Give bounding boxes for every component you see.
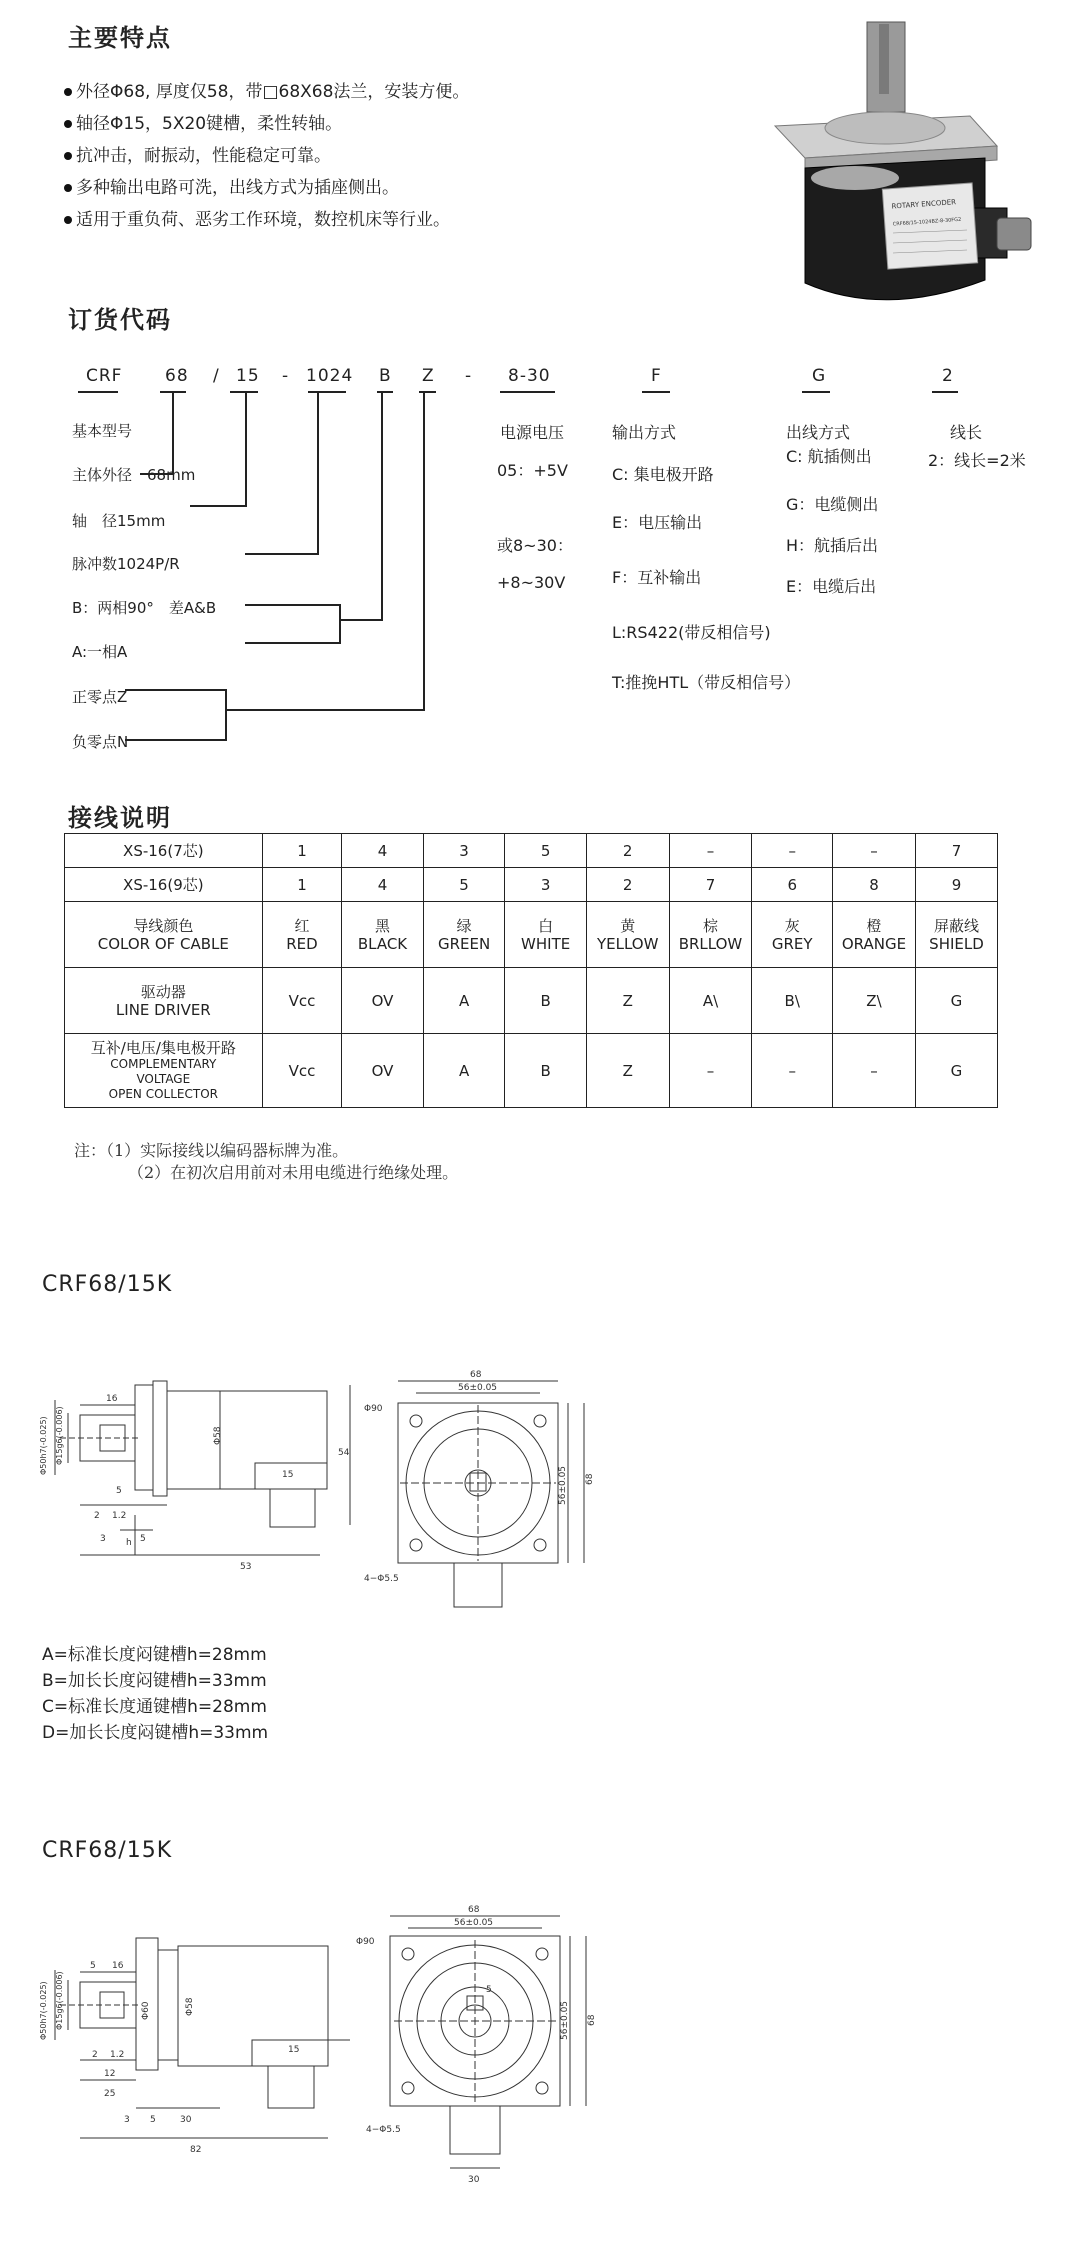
table-cell: 红 RED <box>262 902 342 968</box>
dim-label: Φ50h7(-0.025) <box>39 1981 48 2040</box>
drawing1-svg <box>20 1355 610 1625</box>
output-option: T:推挽HTL（带反相信号） <box>612 673 801 692</box>
drawing2-svg <box>20 1900 610 2220</box>
dim-label: 1.2 <box>110 2050 125 2060</box>
exit-option: G：电缆侧出 <box>786 495 879 514</box>
table-cell: OV <box>342 968 423 1034</box>
ordering-title: 订货代码 <box>68 306 172 334</box>
table-cell: 5 <box>423 868 505 902</box>
table-row <box>65 868 998 902</box>
row-label-line: OPEN COLLECTOR <box>108 1087 218 1101</box>
row-label-line: LINE DRIVER <box>115 1000 211 1019</box>
row-label-line: COLOR OF CABLE <box>97 934 229 953</box>
table-cell: Z <box>586 968 669 1034</box>
table-cell: 3 <box>505 868 586 902</box>
table-cell: – <box>752 834 833 868</box>
table-row <box>65 902 998 968</box>
label-zero-positive: 正零点Z <box>72 688 128 706</box>
table-cell: B <box>505 968 586 1034</box>
dim-label: 4−Φ5.5 <box>366 2125 401 2135</box>
dim-label: Φ90 <box>356 1937 375 1947</box>
feature-item: 轴径Φ15，5X20键槽，柔性转轴。 <box>64 108 469 140</box>
table-cell: 7 <box>669 868 752 902</box>
label-pulses: 脉冲数1024P/R <box>72 555 180 573</box>
product-label-brand: ROTARY ENCODER <box>891 198 957 211</box>
dim-label: 5 <box>150 2115 156 2125</box>
table-cell: 9 <box>915 868 997 902</box>
row-label <box>65 902 263 968</box>
table-cell: 6 <box>752 868 833 902</box>
dim-label: 56±0.05 <box>454 1918 494 1928</box>
code-part-voltage: 8-30 <box>508 366 551 386</box>
cable-option: 2：线长=2米 <box>928 451 1026 470</box>
code-part-slash: / <box>213 366 220 386</box>
key-option: D=加长长度闷键槽h=33mm <box>42 1723 269 1743</box>
dim-label: 30 <box>180 2115 192 2125</box>
table-cell: 2 <box>586 868 669 902</box>
code-part-diameter: 68 <box>165 366 189 386</box>
table-cell: A\ <box>669 968 752 1034</box>
row-label <box>65 1034 263 1108</box>
label-base-model: 基本型号 <box>72 422 133 440</box>
label-phase-a: A:一相A <box>72 643 128 661</box>
table-cell: 黄 YELLOW <box>586 902 669 968</box>
table-cell: 1 <box>262 868 342 902</box>
table-cell: 7 <box>915 834 997 868</box>
code-part-dash: - <box>282 366 290 386</box>
wiring-table <box>64 833 998 1108</box>
table-cell: B <box>505 1034 586 1108</box>
table-cell: – <box>832 1034 915 1108</box>
exit-option: C: 航插侧出 <box>786 447 872 466</box>
code-part-cable: 2 <box>942 366 954 386</box>
dim-label: 5 <box>486 1985 492 1995</box>
dim-label: 3 <box>100 1534 106 1544</box>
table-cell: 白 WHITE <box>505 902 586 968</box>
power-option: 05：+5V <box>497 461 568 480</box>
dim-label: 15 <box>282 1470 294 1480</box>
power-title: 电源电压 <box>500 423 565 442</box>
dim-label: Φ50h7(-0.025) <box>39 1416 48 1475</box>
row-label-line: 互补/电压/集电极开路 <box>90 1039 236 1057</box>
exit-option: H：航插后出 <box>786 536 879 555</box>
code-part-phase: B <box>379 366 392 386</box>
table-cell: G <box>915 968 997 1034</box>
table-row <box>65 968 998 1034</box>
dim-label: 2 <box>92 2050 98 2060</box>
exit-title: 出线方式 <box>786 423 851 442</box>
code-part-pulses: 1024 <box>306 366 354 386</box>
drawing1-keys <box>42 1642 268 1746</box>
table-cell: – <box>832 834 915 868</box>
power-option: +8~30V <box>497 573 566 592</box>
table-cell: – <box>669 834 752 868</box>
code-part-crf: CRF <box>86 366 123 386</box>
row-label-line: XS-16(9芯) <box>123 875 204 894</box>
table-cell: 4 <box>342 868 423 902</box>
dim-label: 4−Φ5.5 <box>364 1574 399 1584</box>
feature-item: 适用于重负荷、恶劣工作环境，数控机床等行业。 <box>64 204 469 236</box>
code-part-zero: Z <box>422 366 435 386</box>
output-title: 输出方式 <box>612 423 677 442</box>
code-part-exit: G <box>812 366 827 386</box>
drawing1-title: CRF68/15K <box>42 1272 173 1297</box>
encoder-product-image <box>735 18 1035 318</box>
wiring-title: 接线说明 <box>68 804 172 832</box>
dim-label: 5 <box>90 1961 96 1971</box>
row-label-line: 驱动器 <box>140 982 186 1001</box>
code-part-dash: - <box>465 366 473 386</box>
dim-label: 1.2 <box>112 1511 127 1521</box>
table-cell: Z <box>586 1034 669 1108</box>
exit-option: E：电缆后出 <box>786 577 877 596</box>
drawing2-title: CRF68/15K <box>42 1838 173 1863</box>
cable-title: 线长 <box>950 423 983 442</box>
code-part-shaft: 15 <box>236 366 260 386</box>
bullet-icon <box>64 184 72 192</box>
table-cell: Vcc <box>262 968 342 1034</box>
table-cell: 黑 BLACK <box>342 902 423 968</box>
bullet-icon <box>64 152 72 160</box>
table-cell: A <box>423 1034 505 1108</box>
table-cell: 橙 ORANGE <box>832 902 915 968</box>
table-cell: G <box>915 1034 997 1108</box>
table-cell: – <box>752 1034 833 1108</box>
table-cell: 2 <box>586 834 669 868</box>
dim-label: Φ15g6(-0.006) <box>55 1406 64 1465</box>
dim-label: 82 <box>190 2145 202 2155</box>
table-cell: OV <box>342 1034 423 1108</box>
power-option: 或8~30： <box>497 536 573 555</box>
code-part-output: F <box>651 366 662 386</box>
dim-label: Φ58 <box>185 1997 195 2016</box>
row-label <box>65 834 263 868</box>
dim-label: Φ58 <box>213 1426 223 1445</box>
row-label-line: COMPLEMENTARY <box>110 1057 217 1071</box>
label-phase-b: B：两相90° 差A&B <box>72 599 217 617</box>
dim-label: 15 <box>288 2045 300 2055</box>
row-label-line: 导线颜色 <box>133 916 194 935</box>
dim-label: 3 <box>124 2115 130 2125</box>
output-option: E：电压输出 <box>612 513 703 532</box>
table-cell: – <box>669 1034 752 1108</box>
features-title: 主要特点 <box>68 24 172 52</box>
dim-label: 2 <box>94 1511 100 1521</box>
bullet-icon <box>64 120 72 128</box>
table-cell: 绿 GREEN <box>423 902 505 968</box>
feature-item: 多种输出电路可洗，出线方式为插座侧出。 <box>64 172 469 204</box>
dim-label: 68 <box>585 1473 595 1485</box>
dim-label: Φ90 <box>364 1404 383 1414</box>
table-cell: 棕 BRLLOW <box>669 902 752 968</box>
product-label-model: CRF68/15-1024BZ-8-30FG2 <box>892 216 962 228</box>
key-option: B=加长长度闷键槽h=33mm <box>42 1671 267 1691</box>
table-cell: A <box>423 968 505 1034</box>
dim-label: 5 <box>140 1534 146 1544</box>
dim-label: 12 <box>104 2069 116 2079</box>
table-cell: 1 <box>262 834 342 868</box>
dim-label: Φ60 <box>141 2001 151 2020</box>
wiring-note-2: （2）在初次启用前对未用电缆进行绝缘处理。 <box>128 1163 459 1182</box>
dim-label: 53 <box>240 1562 252 1572</box>
key-option: C=标准长度通键槽h=28mm <box>42 1697 267 1717</box>
label-body-diameter: 主体外径 68mm <box>72 466 196 484</box>
dim-label: 68 <box>587 2014 597 2026</box>
key-option: A=标准长度闷键槽h=28mm <box>42 1645 267 1665</box>
table-cell: B\ <box>752 968 833 1034</box>
row-label <box>65 868 263 902</box>
dim-label: 68 <box>468 1905 480 1915</box>
dim-label: 5 <box>116 1486 122 1496</box>
dim-label: 25 <box>104 2089 116 2099</box>
bullet-icon <box>64 88 72 96</box>
dim-label: 56±0.05 <box>458 1383 498 1393</box>
output-option: L:RS422(带反相信号) <box>612 623 771 642</box>
dim-label: 56±0.05 <box>558 1465 568 1505</box>
label-zero-negative: 负零点N <box>72 733 129 751</box>
feature-item: 外径Φ68, 厚度仅58，带□68X68法兰，安装方便。 <box>64 76 469 108</box>
dim-label: 54 <box>338 1448 350 1458</box>
wiring-note-1: 注：（1）实际接线以编码器标牌为准。 <box>74 1141 349 1160</box>
dim-label: 68 <box>470 1370 482 1380</box>
table-cell: 3 <box>423 834 505 868</box>
dim-label: 56±0.05 <box>560 2000 570 2040</box>
dim-label: Φ15g6(-0.006) <box>55 1971 64 2030</box>
bullet-icon <box>64 216 72 224</box>
label-shaft-diameter: 轴 径15mm <box>72 512 166 530</box>
dim-label: 30 <box>468 2175 480 2185</box>
table-cell: 屏蔽线 SHIELD <box>915 902 997 968</box>
table-cell: 8 <box>832 868 915 902</box>
table-cell: 4 <box>342 834 423 868</box>
table-cell: 5 <box>505 834 586 868</box>
feature-item: 抗冲击，耐振动，性能稳定可靠。 <box>64 140 469 172</box>
table-cell: 灰 GREY <box>752 902 833 968</box>
dim-label: 16 <box>112 1961 124 1971</box>
table-row <box>65 1034 998 1108</box>
output-option: C: 集电极开路 <box>612 465 714 484</box>
table-cell: Vcc <box>262 1034 342 1108</box>
table-row <box>65 834 998 868</box>
table-cell: Z\ <box>832 968 915 1034</box>
row-label-line: VOLTAGE <box>136 1072 191 1086</box>
output-option: F：互补输出 <box>612 568 702 587</box>
row-label <box>65 968 263 1034</box>
dim-label: 16 <box>106 1394 118 1404</box>
row-label-line: XS-16(7芯) <box>123 841 204 860</box>
features-list <box>64 76 469 236</box>
dim-label: h <box>126 1538 132 1548</box>
